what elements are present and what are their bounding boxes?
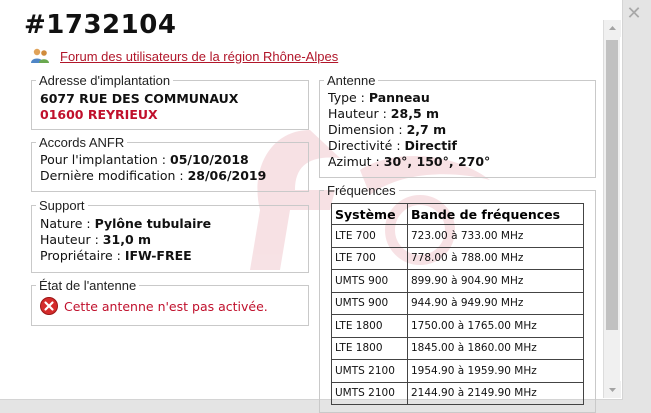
antenna-fieldset (319, 73, 596, 178)
scroll-thumb[interactable] (606, 40, 618, 330)
users-icon (30, 47, 50, 65)
close-button[interactable] (624, 4, 644, 24)
scroll-up-arrow[interactable] (604, 20, 621, 37)
antenna-azimuth-label: Azimut : (328, 154, 384, 169)
antenna-height-line (328, 106, 595, 122)
forum-row (30, 46, 338, 66)
band-cell: 778.00 à 788.00 MHz (408, 247, 584, 270)
antenna-directivity-line (328, 138, 595, 154)
band-cell: 1845.00 à 1860.00 MHz (408, 337, 584, 360)
antenna-height-label: Hauteur : (328, 106, 391, 121)
antenna-height-value: 28,5 m (390, 106, 440, 121)
antenna-directivity-label: Directivité : (328, 138, 405, 153)
address-city: 01600 REYRIEUX (40, 107, 158, 122)
nature-label: Nature : (40, 216, 95, 231)
modification-value: 28/06/2019 (187, 168, 267, 183)
forum-link[interactable]: Forum des utilisateurs de la région Rhône-Alpes (60, 48, 339, 64)
antenna-dimension-line (328, 122, 595, 138)
band-cell: 1954.90 à 1959.90 MHz (408, 360, 584, 383)
column-header-system: Système (332, 204, 408, 225)
antenna-type-line (328, 90, 595, 106)
antenna-dimension-label: Dimension : (328, 122, 407, 137)
nature-value: Pylône tubulaire (94, 216, 212, 231)
address-legend: Adresse d'implantation (39, 73, 171, 88)
close-icon: ✕ (626, 3, 642, 24)
table-row (332, 270, 584, 293)
column-header-band: Bande de fréquences (408, 204, 584, 225)
arrow-up-icon (604, 20, 621, 37)
implantation-value: 05/10/2018 (170, 152, 249, 167)
table-row (332, 337, 584, 360)
frequencies-table-wrap[interactable] (331, 203, 586, 400)
antenna-dimension-value: 2,7 m (406, 122, 447, 137)
system-cell: LTE 1800 (332, 315, 408, 338)
band-cell: 1750.00 à 1765.00 MHz (408, 315, 584, 338)
address-fieldset (31, 73, 309, 130)
system-cell: LTE 1800 (332, 337, 408, 360)
arrow-down-icon (604, 381, 621, 398)
status-legend: État de l'antenne (39, 278, 137, 293)
status-fieldset (31, 278, 309, 326)
table-row (332, 360, 584, 383)
antenna-azimuth-line (328, 154, 595, 170)
owner-label: Propriétaire : (40, 248, 125, 263)
status-row (40, 297, 308, 315)
table-row (332, 225, 584, 248)
implantation-label: Pour l'implantation : (40, 152, 170, 167)
frequencies-table (331, 203, 584, 405)
antenna-type-label: Type : (328, 90, 369, 105)
support-height-value: 31,0 m (102, 232, 152, 247)
accords-legend: Accords ANFR (39, 135, 125, 150)
band-cell: 723.00 à 733.00 MHz (408, 225, 584, 248)
antenna-directivity-value: Directif (404, 138, 457, 153)
support-legend: Support (39, 198, 85, 213)
system-cell: UMTS 900 (332, 270, 408, 293)
implantation-line (40, 152, 308, 168)
system-cell: UMTS 900 (332, 292, 408, 315)
table-row (332, 247, 584, 270)
frequencies-legend: Fréquences (327, 183, 396, 198)
antenna-azimuth-value: 30°, 150°, 270° (383, 154, 491, 169)
owner-line (40, 248, 308, 264)
antenna-legend: Antenne (327, 73, 376, 88)
nature-line (40, 216, 308, 232)
status-text: Cette antenne n'est pas activée. (64, 298, 268, 314)
table-row (332, 292, 584, 315)
error-icon (40, 297, 58, 315)
band-cell: 899.90 à 904.90 MHz (408, 270, 584, 293)
band-cell: 2144.90 à 2149.90 MHz (408, 382, 584, 405)
modification-line (40, 168, 308, 184)
accords-fieldset (31, 135, 309, 192)
antenna-type-value: Panneau (368, 90, 430, 105)
system-cell: UMTS 2100 (332, 360, 408, 383)
modification-label: Dernière modification : (40, 168, 188, 183)
support-height-label: Hauteur : (40, 232, 103, 247)
table-row (332, 382, 584, 405)
table-header-row (332, 204, 584, 225)
table-row (332, 315, 584, 338)
vertical-scrollbar[interactable] (603, 20, 620, 398)
page-title: #1732104 (24, 10, 177, 40)
support-fieldset (31, 198, 309, 273)
system-cell: LTE 700 (332, 247, 408, 270)
owner-value: IFW-FREE (124, 248, 192, 263)
system-cell: UMTS 2100 (332, 382, 408, 405)
system-cell: LTE 700 (332, 225, 408, 248)
band-cell: 944.90 à 949.90 MHz (408, 292, 584, 315)
address-street: 6077 RUE DES COMMUNAUX (40, 91, 239, 106)
scroll-down-arrow[interactable] (604, 381, 621, 398)
support-height-line (40, 232, 308, 248)
